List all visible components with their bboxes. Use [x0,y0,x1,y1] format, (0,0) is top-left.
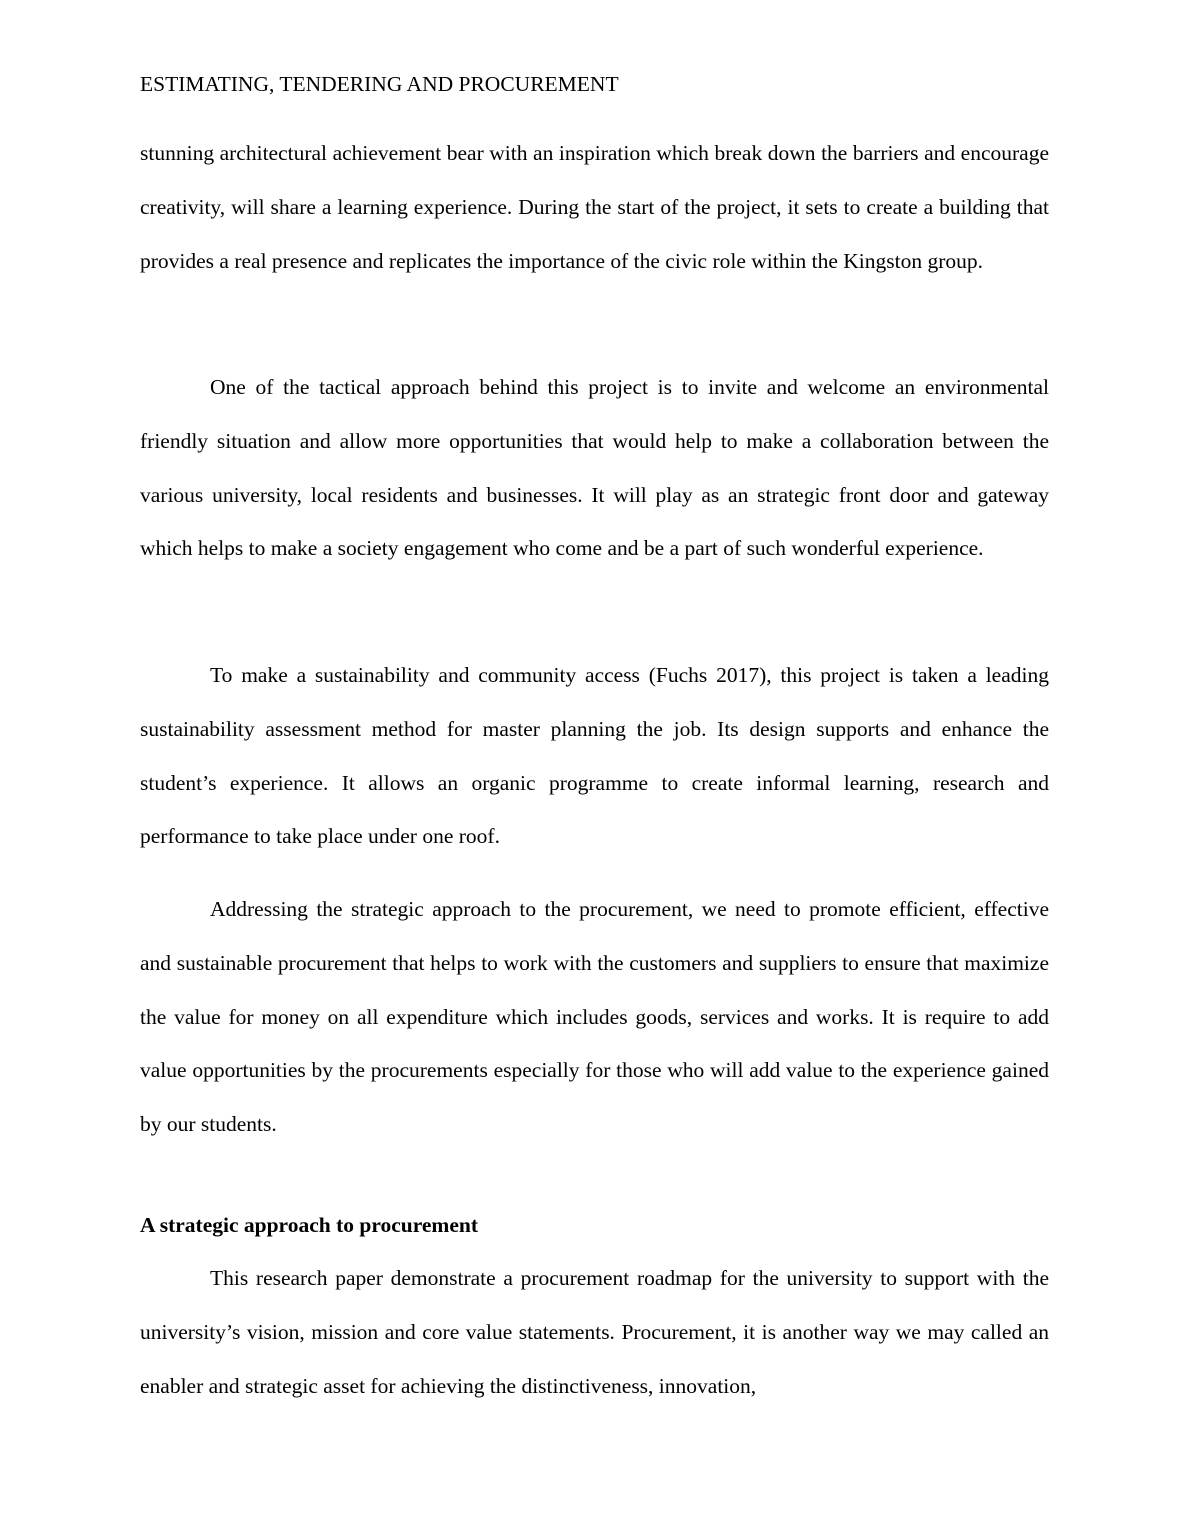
section-paragraph: This research paper demonstrate a procurement roadmap for the university to support with the university’s vision, mission and core value statements. Procurement, it is another way we may called an enabler and strategic asset for achieving the distinctiveness, innovation, [140,1266,1049,1398]
body-paragraph: One of the tactical approach behind this project is to invite and welcome an environmental friendly situation and allow more opportunities that would help to make a collaboration between the various university, local residents and businesses. It will play as an strategic front door and gateway which helps to make a society engagement who come and be a part of such wonderful experience. [140,375,1049,561]
body-paragraph: stunning architectural achievement bear with an inspiration which break down the barriers and encourage creativity, will share a learning experience. During the start of the project, it sets to create a building that provides a real presence and replicates the importance of the civic role within the Kingston group. [140,141,1049,273]
section-heading: A strategic approach to procurement [140,1213,478,1237]
body-paragraph: To make a sustainability and community access (Fuchs 2017), this project is taken a leading sustainability assessment method for master planning the job. Its design supports and enhance the student’s experience. It allows an organic programme to create informal learning, research and performance to take place under one roof. [140,663,1049,849]
body-paragraph: Addressing the strategic approach to the procurement, we need to promote efficient, effective and sustainable procurement that helps to work with the customers and suppliers to ensure that maximize the value for money on all expenditure which includes goods, services and works. It is require to add value opportunities by the procurements especially for those who will add value to the experience gained by our students. [140,897,1049,1137]
running-head: ESTIMATING, TENDERING AND PROCUREMENT [140,72,619,96]
